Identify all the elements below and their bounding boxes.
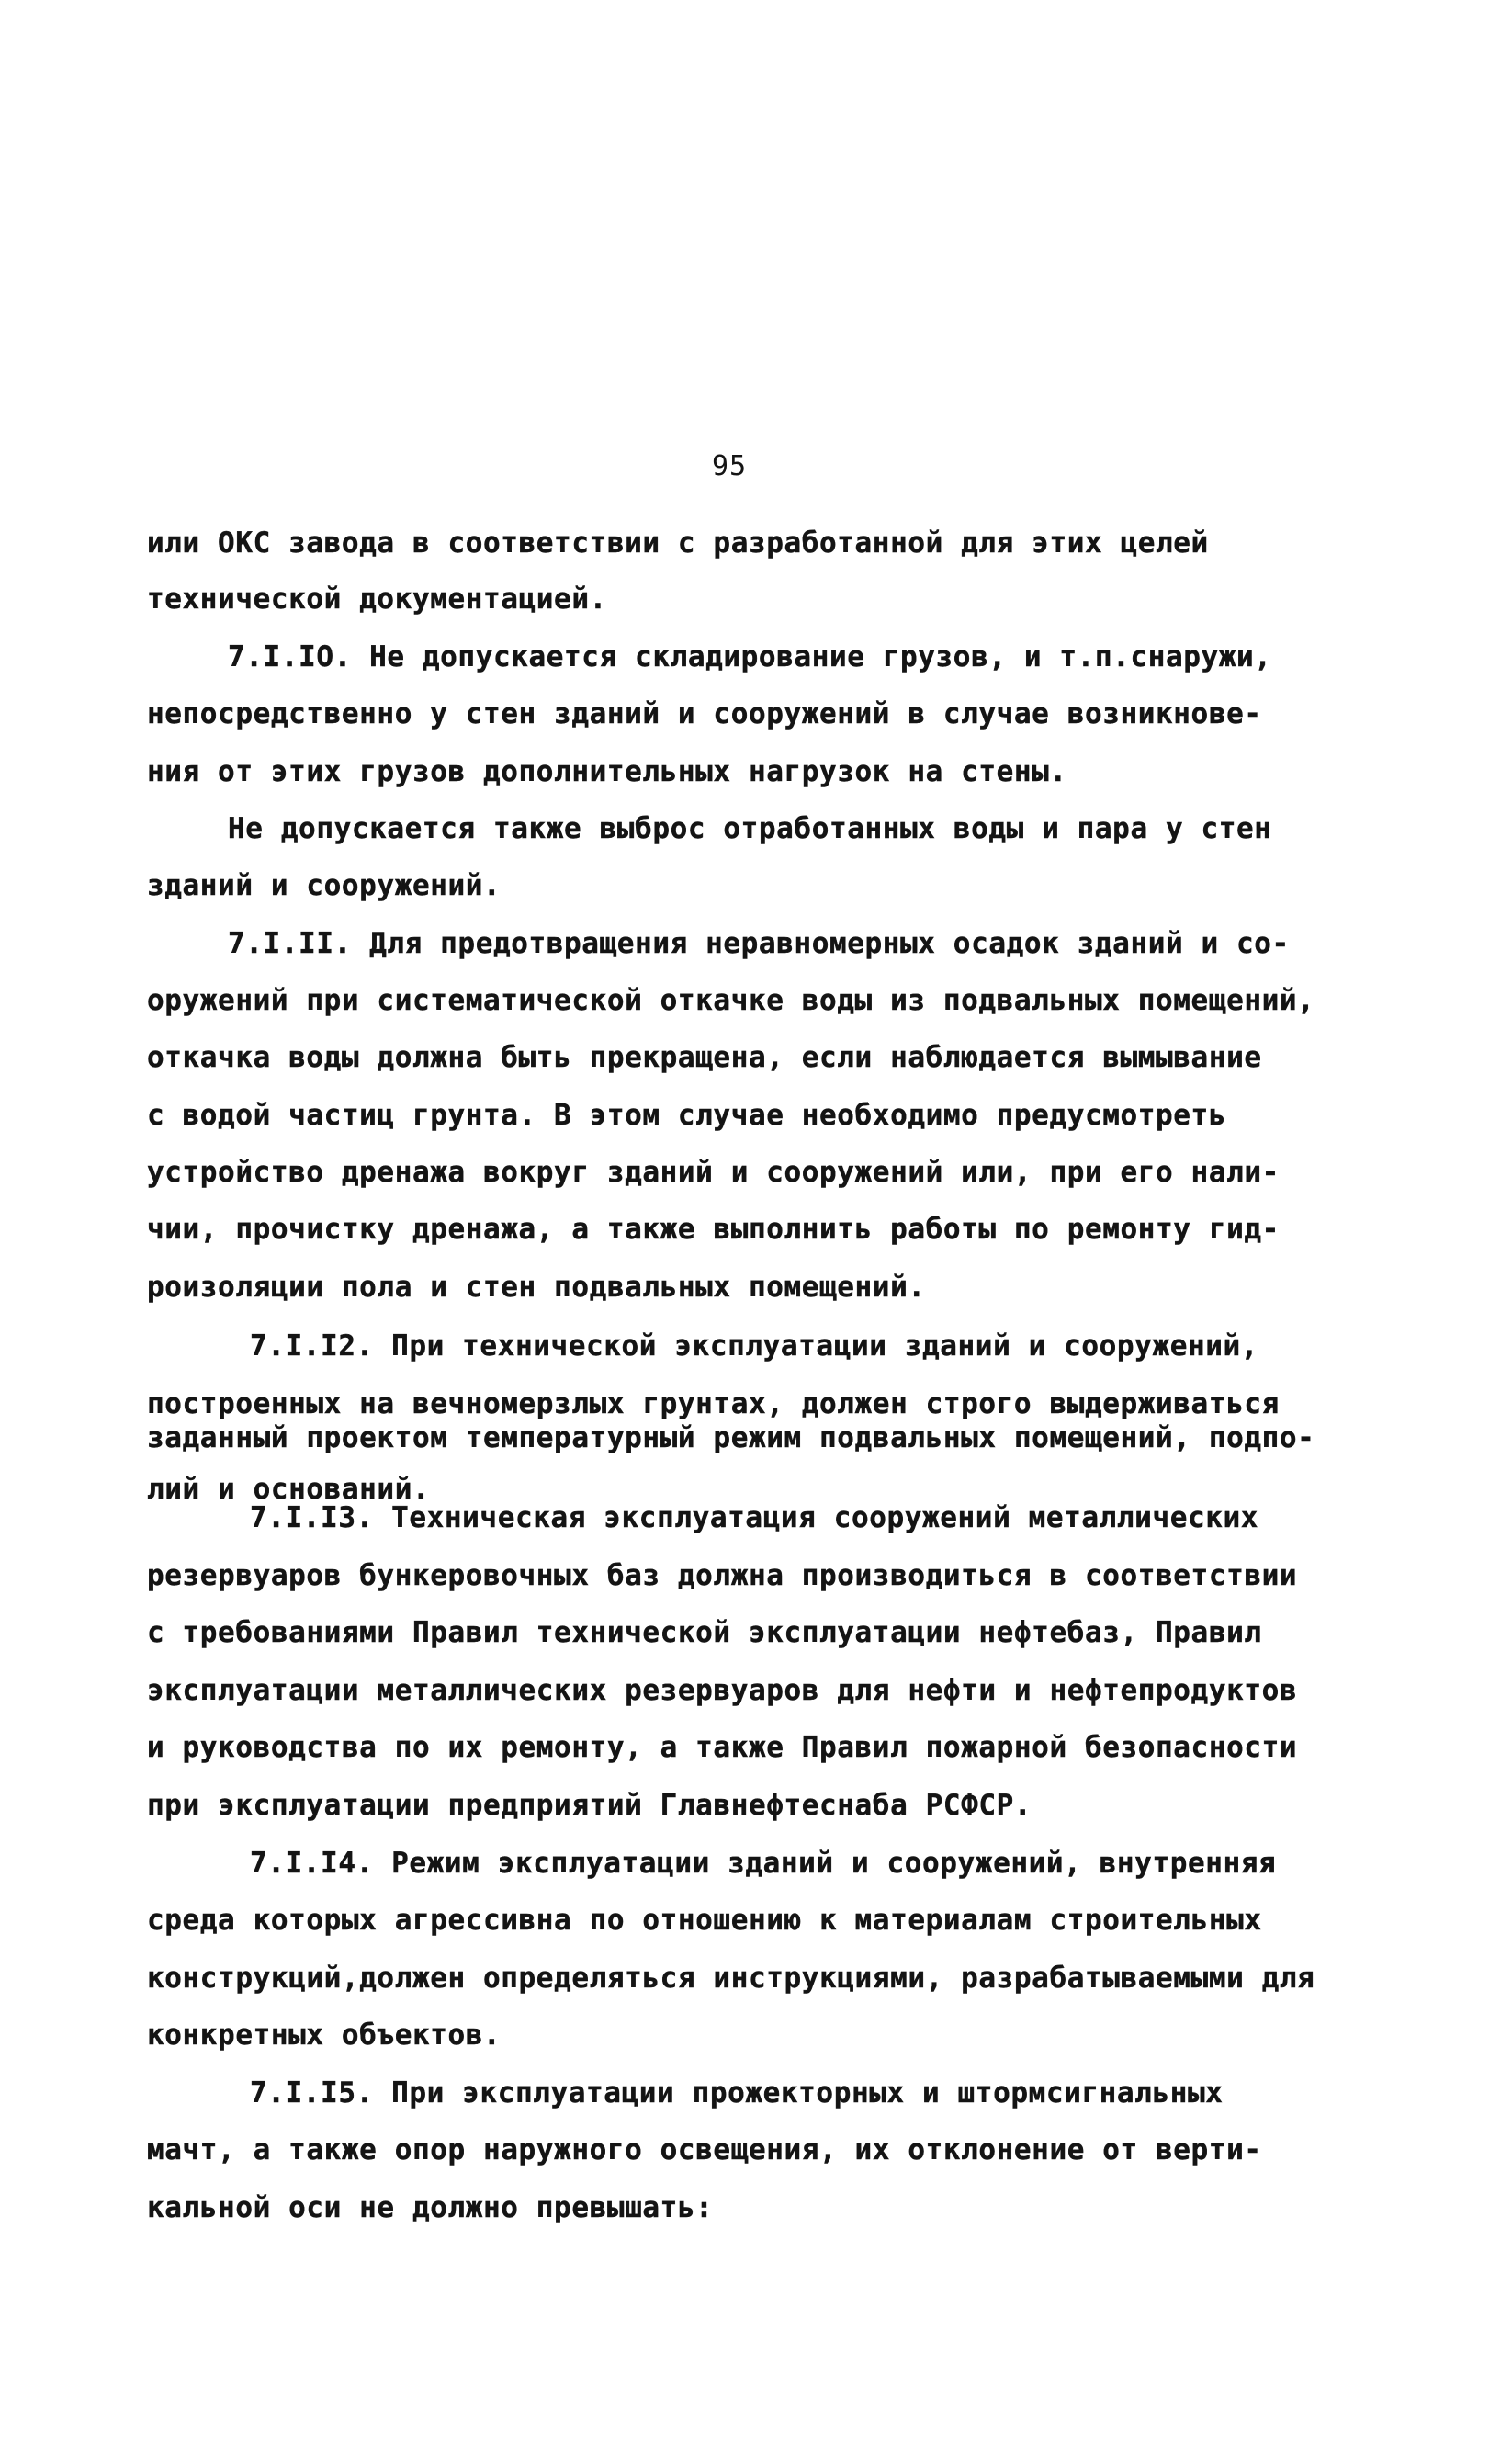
text-line: технической документацией. — [147, 582, 607, 616]
page-number: 95 — [712, 450, 748, 482]
text-line: ния от этих грузов дополнительных нагрузок на стены. — [147, 755, 1067, 788]
text-line: устройство дренажа вокруг зданий и сооружений или, при его нали- — [147, 1156, 1280, 1189]
text-line: конструкций,должен определяться инструкциями, разрабатываемыми для — [147, 1962, 1315, 1995]
text-line: построенных на вечномерзлых грунтах, должен строго выдерживаться — [147, 1387, 1280, 1420]
text-line: 7.I.I2. При технической эксплуатации зданий и сооружений, — [250, 1329, 1259, 1363]
text-line: мачт, а также опор наружного освещения, их отклонение от верти- — [147, 2133, 1262, 2166]
text-line: при эксплуатации предприятий Главнефтеснаба РСФСР. — [147, 1789, 1032, 1822]
text-line: откачка воды должна быть прекращена, если наблюдается вымывание — [147, 1041, 1262, 1074]
text-line: резервуаров бункеровочных баз должна производиться в соответствии — [147, 1559, 1298, 1592]
text-line: лий и оснований. — [147, 1473, 431, 1506]
text-line: или ОКС завода в соответствии с разработанной для этих целей — [147, 526, 1209, 560]
text-line: чии, прочистку дренажа, а также выполнить работы по ремонту гид- — [147, 1213, 1280, 1246]
text-line: конкретных объектов. — [147, 2019, 502, 2052]
text-line: среда которых агрессивна по отношению к материалам строительных — [147, 1904, 1262, 1937]
text-line: заданный проектом температурный режим подвальных помещений, подпо- — [147, 1421, 1315, 1454]
text-line: с требованиями Правил технической эксплуатации нефтебаз, Правил — [147, 1616, 1262, 1649]
text-line: 7.I.I5. При эксплуатации прожекторных и штормсигнальных — [250, 2076, 1224, 2109]
text-line: 7.I.IO. Не допускается складирование грузов, и т.п.снаружи, — [228, 640, 1272, 673]
text-line: роизоляции пола и стен подвальных помещений. — [147, 1271, 926, 1304]
text-line: кальной оси не должно превышать: — [147, 2191, 714, 2224]
text-line: непосредственно у стен зданий и сооружений в случае возникнове- — [147, 697, 1262, 730]
text-line: Не допускается также выброс отработанных воды и пара у стен — [228, 812, 1272, 845]
text-line: зданий и сооружений. — [147, 869, 502, 902]
text-line: 7.I.I3. Техническая эксплуатация сооружений металлических — [250, 1501, 1259, 1534]
text-line: 7.I.II. Для предотвращения неравномерных осадок зданий и со- — [228, 927, 1290, 960]
text-line: с водой частиц грунта. В этом случае необходимо предусмотреть — [147, 1099, 1227, 1132]
text-line: оружений при систематической откачке воды из подвальных помещений, — [147, 984, 1315, 1017]
text-line: и руководства по их ремонту, а также Правил пожарной безопасности — [147, 1731, 1298, 1764]
text-line: эксплуатации металлических резервуаров для нефти и нефтепродуктов — [147, 1674, 1298, 1707]
text-line: 7.I.I4. Режим эксплуатации зданий и сооружений, внутренняя — [250, 1847, 1277, 1880]
